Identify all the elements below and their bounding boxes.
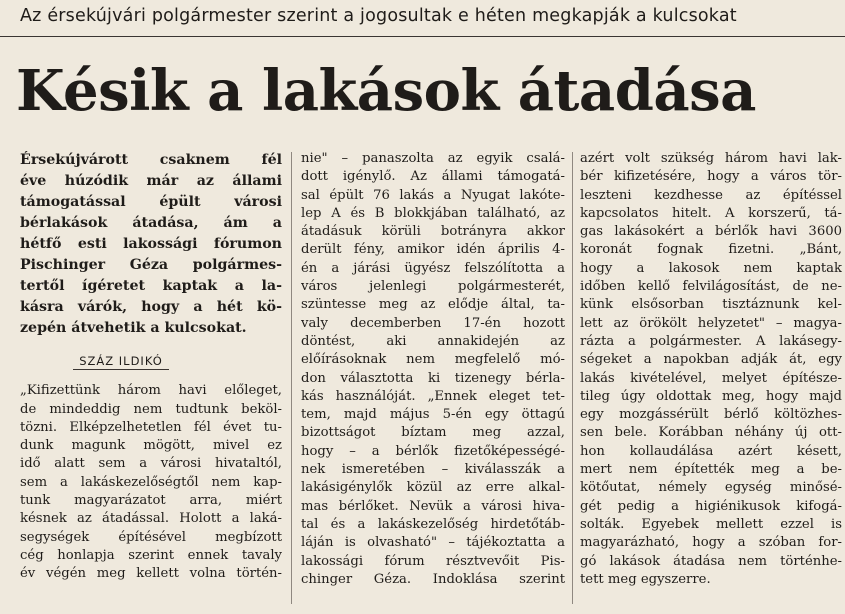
text-line: künk elsősorban tisztáznunk kel- [580,297,842,313]
text-line: gó lakások átadása nem történhe- [580,553,842,569]
article-column-1 [20,150,282,584]
text-line: cég honlapja szerint ennek tavaly [20,547,282,563]
text-line: leszteni kezdhesse az építéssel [580,187,842,203]
column-divider [291,152,292,604]
text-line: sal épült 76 lakás a Nyugat lakóte- [301,187,565,203]
text-line: döntést, aki annakidején az [301,333,565,349]
text-line: év végén meg kellett volna történ- [20,566,282,582]
text-line: kásra várók, hogy a hét kö- [20,299,282,315]
text-line: egy mozgássérült bérlő költözhes- [580,407,842,423]
text-line: segységek építésével megbízott [20,529,282,545]
text-line: késnek az átadással. Holott a laká- [20,511,282,527]
column-divider [572,152,573,604]
text-line: mas bérlőket. Nevük a városi hiva- [301,498,565,514]
text-line: láján is olvasható" – tájékoztatta a [301,535,565,551]
text-line: időben kellő felvilágosítást, de ne- [580,279,842,295]
text-line: magyarázható, hogy a szóban for- [580,535,842,551]
text-line: dott igénylő. Az állami támogatá- [301,169,565,185]
text-line: város jelenlegi polgármesterét, [301,279,565,295]
text-line: éve húzódik már az állami [20,173,282,189]
text-line: idő alatt sem a városi hivataltól, [20,456,282,472]
text-line: hogy a lakosok nem kaptak [580,260,842,276]
article-column-2 [301,150,565,589]
lead-paragraph [20,150,282,339]
text-line: tözni. Elképzelhetetlen fél évet tu- [20,419,282,435]
text-line: tunk magyarázatot arra, miért [20,493,282,509]
body-text [20,382,282,583]
text-line: Pischinger Géza polgármes- [20,257,282,273]
text-line: valy decemberben 17-én hozott [301,315,565,331]
text-line: lakás kivételével, melyet építésze- [580,370,842,386]
text-line: szüntesse meg az elődje által, ta- [301,297,565,313]
text-line: tett meg egyszerre. [580,571,711,587]
text-line: hétfő esti lakossági fórumon [20,236,282,252]
text-line: bérlakások átadása, ám a [20,215,282,231]
article-column-3 [580,150,842,589]
kicker: Az érsekújvári polgármester szerint a jogosultak e héten megkapják a kulcsokat [20,6,737,26]
header-rule [0,36,845,37]
text-line: bizottságot bíztam meg azzal, [301,425,565,441]
text-line: én a járási ügyész felszólította a [301,260,565,276]
text-line: don választotta ki tizenegy bérla- [301,370,565,386]
text-line: nek ismeretében – kiválasszák a [301,462,565,478]
text-line: előírásoknak nem megfelelő mó- [301,352,565,368]
text-line: sem a lakáskezelőségtől nem kap- [20,474,282,490]
headline: Késik a lakások átadása [16,58,756,124]
text-line: azért volt szükség három havi lak- [580,151,842,166]
text-line: hon kollaudálása azért késett, [580,443,842,459]
text-line: de mindeddig nem tudtunk beköl- [20,401,282,417]
text-line: koronát fognak fizetni. „Bánt, [580,242,842,258]
text-line: hogy – a bérlők fizetőképességé- [301,443,565,459]
text-line: lakossági fórum résztvevőit Pis- [301,553,565,569]
text-line: derült fény, amikor idén április 4- [301,242,565,258]
text-line: zepén átvehetik a kulcsokat. [20,320,247,336]
text-line: sen bele. Korábban néhány új ott- [580,425,842,441]
text-line: bér kifizetésére, hogy a város tör- [580,169,842,185]
text-line: tertől ígéretet kaptak a la- [20,278,282,294]
text-line: gas lakásokért a bérlők havi 3600 [580,224,842,240]
text-line: gét pedig a higiénikusok kifogá- [580,498,842,514]
text-line: solták. Egyebek mellett ezzel is [580,516,842,532]
text-line: mert nem építették meg a be- [580,462,842,478]
text-line: nie" – panaszolta az egyik csalá- [301,151,565,166]
text-line: lakásigénylők közül az erre alkal- [301,480,565,496]
text-line: tileg úgy oldottak meg, hogy majd [580,388,842,404]
text-line: támogatással épült városi [20,194,282,210]
text-line: lep A és B blokkjában található, az [301,205,565,221]
text-line: tem, majd május 5-én egy öttagú [301,407,565,423]
text-line: dunk magunk mögött, mivel ez [20,438,282,454]
byline [20,352,282,370]
text-line: tal és a lakáskezelőség hirdetőtáb- [301,516,565,532]
text-line: kötőutat, némely egység minősé- [580,480,842,496]
text-line: kás használóját. „Ennek eleget tet- [301,388,565,404]
text-line: chinger Géza. Indoklása szerint [301,571,565,587]
text-line: lett az örökölt helyzetet" – magya- [580,315,842,331]
text-line: ségeket a napokban adják át, egy [580,352,842,368]
text-line: rázta a polgármester. A lakásegy- [580,333,842,349]
text-line: „Kifizettünk három havi előleget, [20,383,282,399]
text-line: Érsekújvárott csaknem fél [20,152,282,168]
text-line: kapcsolatos hitelt. A korszerű, tá- [580,205,842,221]
text-line: átadásuk körüli botrányra akkor [301,224,565,240]
byline-text: SZÁZ ILDIKÓ [73,354,169,370]
